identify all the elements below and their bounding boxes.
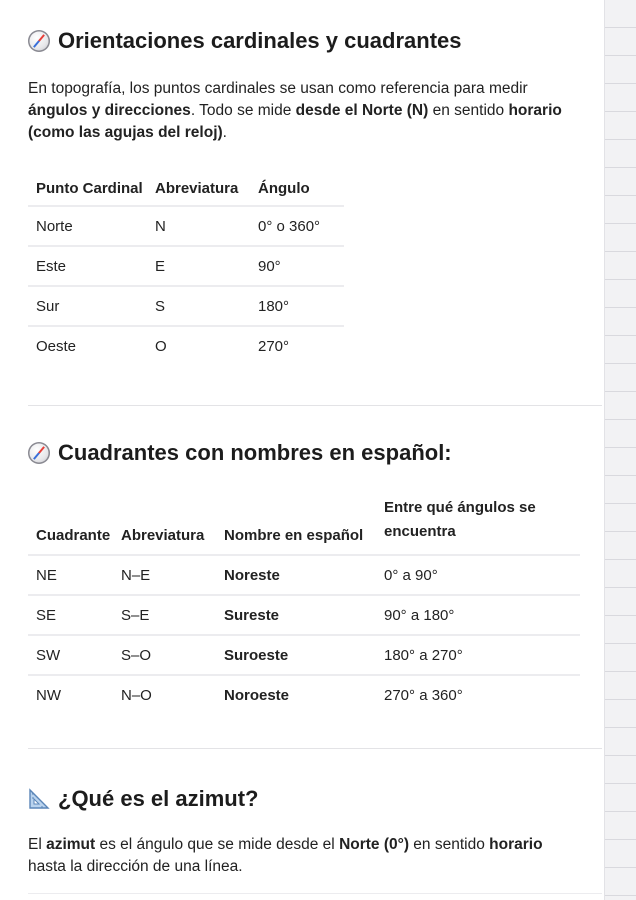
table-row: SE S–E Sureste 90° a 180° [28, 595, 580, 635]
section-title-orientaciones: Orientaciones cardinales y cuadrantes [28, 28, 462, 54]
table-header-row: Cuadrante Abreviatura Nombre en español Entre qué ángulos se encuentra [36, 499, 536, 544]
compass-icon [28, 442, 50, 464]
table-row: Oeste O 270° [28, 326, 344, 366]
divider [28, 748, 602, 749]
compass-icon [28, 30, 50, 52]
triangular-ruler-icon [28, 788, 50, 810]
intro-paragraph: En topografía, los puntos cardinales se usan como referencia para medir ángulos y direcciones. Todo se mide desde el Norte (N) en sentido horario (como las agujas del reloj). [28, 80, 562, 141]
table-header-row: Punto Cardinal Abreviatura Ángulo [36, 180, 310, 197]
table-row: NW N–O Noroeste 270° a 360° [28, 675, 580, 715]
table-row: Sur S 180° [28, 286, 344, 326]
divider [28, 405, 602, 406]
notebook-margin [604, 0, 636, 900]
divider [28, 893, 602, 894]
section-title-azimut: ¿Qué es el azimut? [28, 786, 259, 812]
section-title-cuadrantes: Cuadrantes con nombres en español: [28, 440, 452, 466]
table-row: NE N–E Noreste 0° a 90° [28, 555, 580, 595]
table-row: Este E 90° [28, 246, 344, 286]
table-row: Norte N 0° o 360° [28, 206, 344, 246]
cardinal-points-table [28, 172, 344, 366]
table-row: SW S–O Suroeste 180° a 270° [28, 635, 580, 675]
quadrants-table [28, 496, 580, 715]
azimut-definition: El azimut es el ángulo que se mide desde el Norte (0°) en sentido horario hasta la dirección de una línea. [28, 836, 543, 875]
